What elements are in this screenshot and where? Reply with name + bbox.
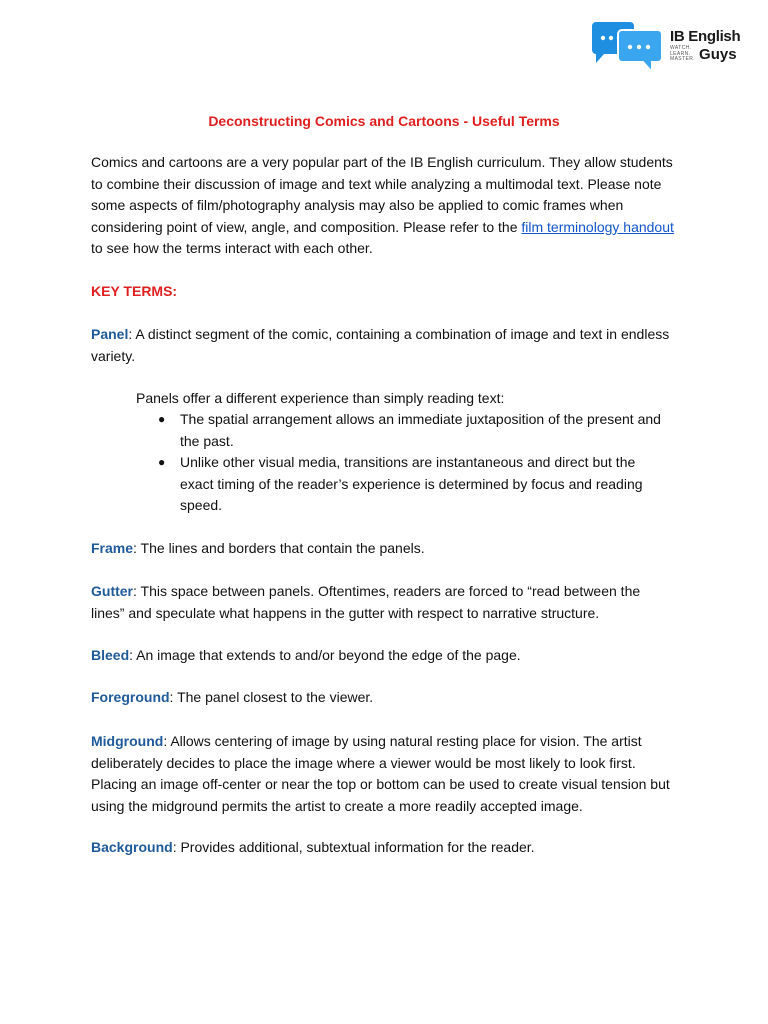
term-label: Frame bbox=[91, 540, 134, 556]
brand-logo bbox=[590, 22, 750, 76]
term-label: Bleed bbox=[91, 647, 130, 663]
term-bleed: Bleed: An image that extends to and/or beyond the edge of the page. bbox=[91, 647, 521, 663]
term-label: Midground bbox=[91, 733, 164, 749]
panel-note: Panels offer a different experience than simply reading text: bbox=[136, 390, 505, 406]
term-background: Background: Provides additional, subtextual information for the reader. bbox=[91, 839, 535, 855]
logo-tagline: WATCH. LEARN. MASTER. bbox=[670, 45, 696, 63]
term-label: Background bbox=[91, 839, 173, 855]
term-foreground: Foreground: The panel closest to the viewer. bbox=[91, 689, 374, 705]
bullet-icon: ● bbox=[158, 455, 166, 469]
panel-bullet-list bbox=[158, 409, 670, 517]
film-terminology-link[interactable]: film terminology handout bbox=[521, 218, 674, 235]
term-panel: Panel: A distinct segment of the comic, containing a combination of image and text in endless variety. bbox=[91, 326, 670, 364]
term-label: Gutter bbox=[91, 583, 133, 599]
intro-paragraph: Comics and cartoons are a very popular part of the IB English curriculum. They allow students to combine their discussion of image and text while analyzing a multimodal text. Please note some aspects of film/photography analysis may also be applied to comic frames when considering point of view, angle, and composition. Please refer to the film terminology handout to see how the terms interact with each other. bbox=[91, 154, 674, 256]
bullet-icon: ● bbox=[158, 412, 166, 426]
term-gutter: Gutter: This space between panels. Oftentimes, readers are forced to “read between the lines” and speculate what happens in the gutter with respect to narrative structure. bbox=[91, 583, 641, 621]
list-item: ● The spatial arrangement allows an immediate juxtaposition of the present and the past. bbox=[158, 411, 661, 449]
logo-wordmark-bottom: Guys bbox=[699, 46, 737, 63]
key-terms-heading: KEY TERMS: bbox=[91, 283, 178, 299]
term-label: Foreground bbox=[91, 689, 170, 705]
term-midground: Midground: Allows centering of image by using natural resting place for vision. The artist deliberately decides to place the image where a viewer would be most likely to look first. Placing an image off-center or near the top or bottom can be used to create visual tension but using the midground permits the artist to create a more readily accepted image. bbox=[91, 733, 670, 814]
page-title: Deconstructing Comics and Cartoons - Useful Terms bbox=[208, 113, 560, 129]
chat-bubbles-icon bbox=[590, 22, 666, 76]
term-frame: Frame: The lines and borders that contain the panels. bbox=[91, 540, 425, 556]
logo-wordmark-top: IB English bbox=[670, 28, 741, 45]
list-item: ● Unlike other visual media, transitions are instantaneous and direct but the exact timing of the reader’s experience is determined by focus and reading speed. bbox=[158, 454, 643, 513]
term-label: Panel bbox=[91, 326, 129, 342]
